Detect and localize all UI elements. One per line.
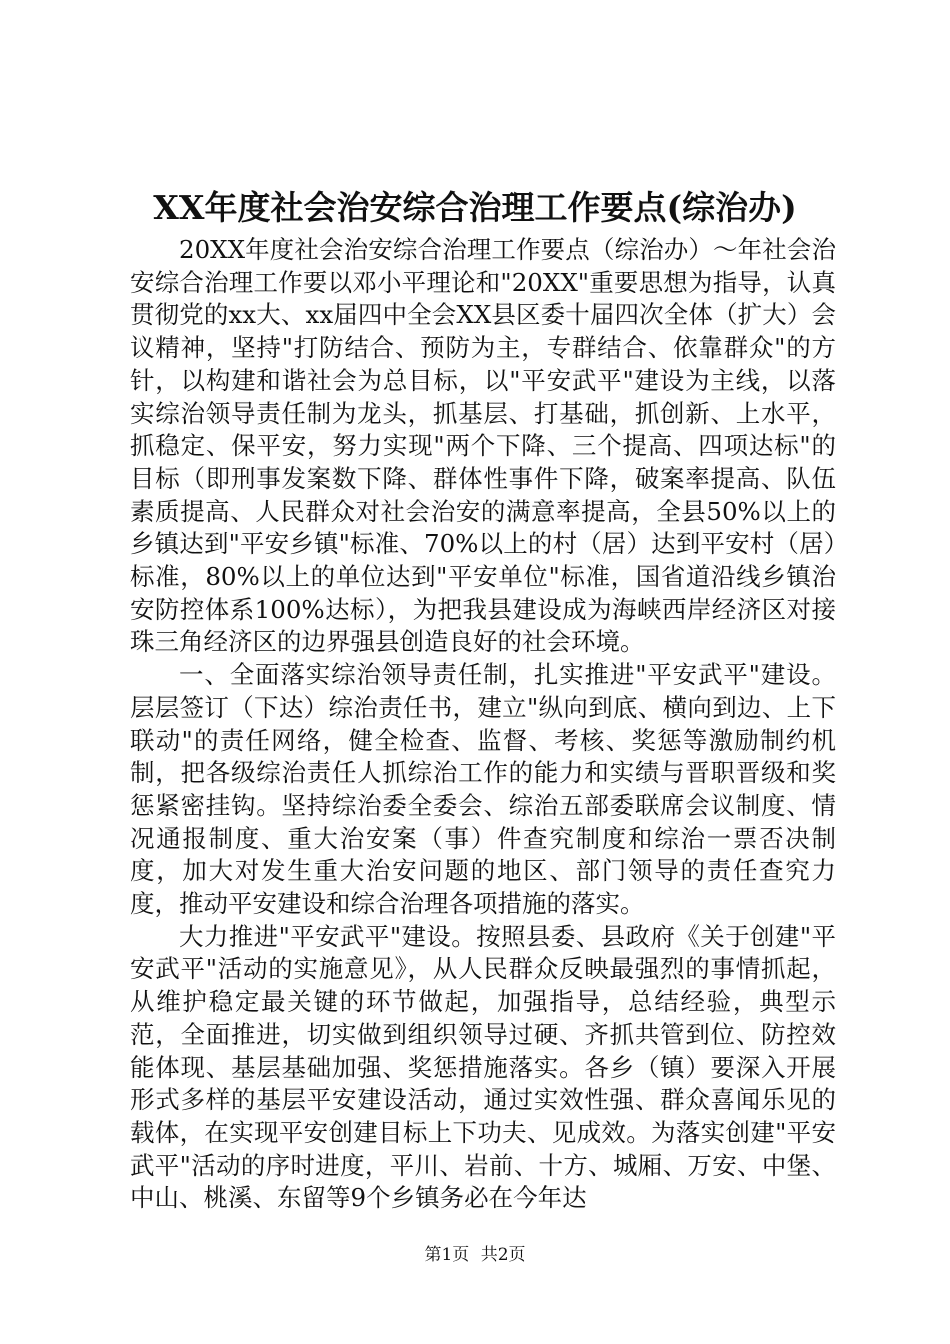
paragraph-promote-safety: 大力推进"平安武平"建设。按照县委、县政府《关于创建"平安武平"活动的实施意见》，从人民群众反映最强烈的事情抓起，从维护稳定最关键的环节做起，加强指导，总结经验，典型示范，全面推进，切实做到组织领导过硬、齐抓共管到位、防控效能体现、基层基础加强、奖惩措施落实。各乡（镇）要深入开展形式多样的基层平安建设活动，通过实效性强、群众喜闻乐见的载体，在实现平安创建目标上下功夫、见成效。为落实创建"平安武平"活动的序时进度，平川、岩前、十方、城厢、万安、中堡、中山、桃溪、东留等9个乡镇务必在今年达 — [130, 921, 836, 1213]
page-total: 共2页 — [480, 1245, 526, 1265]
page-footer — [0, 1243, 950, 1267]
document-title: XX年度社会治安综合治理工作要点(综治办) — [153, 188, 797, 227]
document-body — [130, 234, 836, 1215]
page-number: 第1页 — [424, 1245, 470, 1265]
paragraph-section-one: 一、全面落实综治领导责任制，扎实推进"平安武平"建设。层层签订（下达）综治责任书，建立"纵向到底、横向到边、上下联动"的责任网络，健全检查、监督、考核、奖惩等激励制约机制，把各级综治责任人抓综治工作的能力和实绩与晋职晋级和奖惩紧密挂钩。坚持综治委全委会、综治五部委联席会议制度、情况通报制度、重大治安案（事）件查究制度和综治一票否决制度，加大对发生重大治安问题的地区、部门领导的责任查究力度，推动平安建设和综合治理各项措施的落实。 — [130, 660, 836, 919]
paragraph-intro: 20XX年度社会治安综合治理工作要点（综治办）～年社会治安综合治理工作要以邓小平理论和"20XX"重要思想为指导，认真贯彻党的xx大、xx届四中全会XX县区委十届四次全体（扩大）会议精神，坚持"打防结合、预防为主，专群结合、依靠群众"的方针，以构建和谐社会为总目标，以"平安武平"建设为主线，以落实综治领导责任制为龙头，抓基层、打基础，抓创新、上水平，抓稳定、保平安，努力实现"两个下降、三个提高、四项达标"的目标（即刑事发案数下降、群体性事件下降，破案率提高、队伍素质提高、人民群众对社会治安的满意率提高，全县50%以上的乡镇达到"平安乡镇"标准、70%以上的村（居）达到平安村（居）标准，80%以上的单位达到"平安单位"标准，国省道沿线乡镇治安防控体系100%达标），为把我县建设成为海峡西岸经济区对接珠三角经济区的边界强县创造良好的社会环境。 — [130, 235, 836, 657]
